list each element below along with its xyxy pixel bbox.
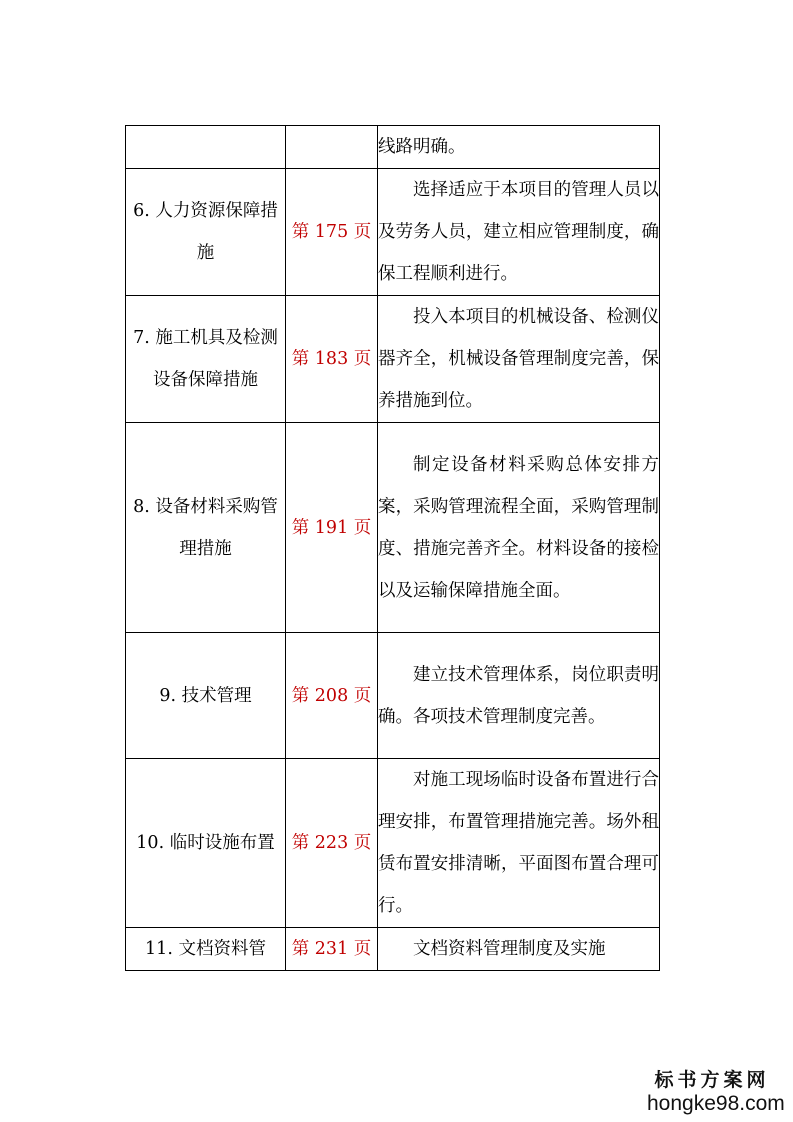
item-title-cell: 11. 文档资料管 — [126, 928, 286, 971]
item-title-cell: 10. 临时设施布置 — [126, 759, 286, 928]
table-row — [126, 633, 660, 759]
page-number-cell: 第 175 页 — [286, 169, 378, 296]
watermark-url: hongke98.com — [647, 1092, 785, 1115]
item-title-cell: 6. 人力资源保障措施 — [126, 169, 286, 296]
item-title-cell — [126, 126, 286, 169]
description-text: 线路明确。 — [378, 137, 466, 157]
page-number-cell — [286, 126, 378, 169]
description-text: 制定设备材料采购总体安排方案，采购管理流程全面，采购管理制度、措施完善齐全。材料设备的接检以及运输保障措施全面。 — [378, 454, 659, 601]
table-row — [126, 423, 660, 633]
description-text: 建立技术管理体系，岗位职责明确。各项技术管理制度完善。 — [378, 664, 659, 727]
toc-body — [126, 126, 660, 971]
description-text: 对施工现场临时设备布置进行合理安排，布置管理措施完善。场外租赁布置安排清晰，平面图布置合理可行。 — [378, 770, 659, 916]
description-cell — [378, 928, 660, 971]
table-row — [126, 759, 660, 928]
description-cell — [378, 296, 660, 423]
table-row — [126, 126, 660, 169]
item-title-cell: 7. 施工机具及检测设备保障措施 — [126, 296, 286, 423]
description-cell — [378, 633, 660, 759]
table-row — [126, 296, 660, 423]
watermark-logo — [647, 1068, 785, 1116]
page-number-cell: 第 183 页 — [286, 296, 378, 423]
page-number-cell: 第 208 页 — [286, 633, 378, 759]
page-number-cell: 第 191 页 — [286, 423, 378, 633]
description-cell — [378, 759, 660, 928]
toc-table — [125, 125, 660, 971]
description-cell — [378, 423, 660, 633]
page-number-cell: 第 231 页 — [286, 928, 378, 971]
page-number-cell: 第 223 页 — [286, 759, 378, 928]
description-cell — [378, 169, 660, 296]
table-row — [126, 928, 660, 971]
item-title-cell: 8. 设备材料采购管理措施 — [126, 423, 286, 633]
description-text: 文档资料管理制度及实施 — [413, 939, 606, 959]
description-text: 选择适应于本项目的管理人员以及劳务人员，建立相应管理制度，确保工程顺利进行。 — [378, 180, 659, 284]
item-title-cell: 9. 技术管理 — [126, 633, 286, 759]
table-row — [126, 169, 660, 296]
watermark-title: 标书方案网 — [654, 1069, 770, 1091]
description-cell — [378, 126, 660, 169]
description-text: 投入本项目的机械设备、检测仪器齐全，机械设备管理制度完善，保养措施到位。 — [378, 307, 659, 411]
